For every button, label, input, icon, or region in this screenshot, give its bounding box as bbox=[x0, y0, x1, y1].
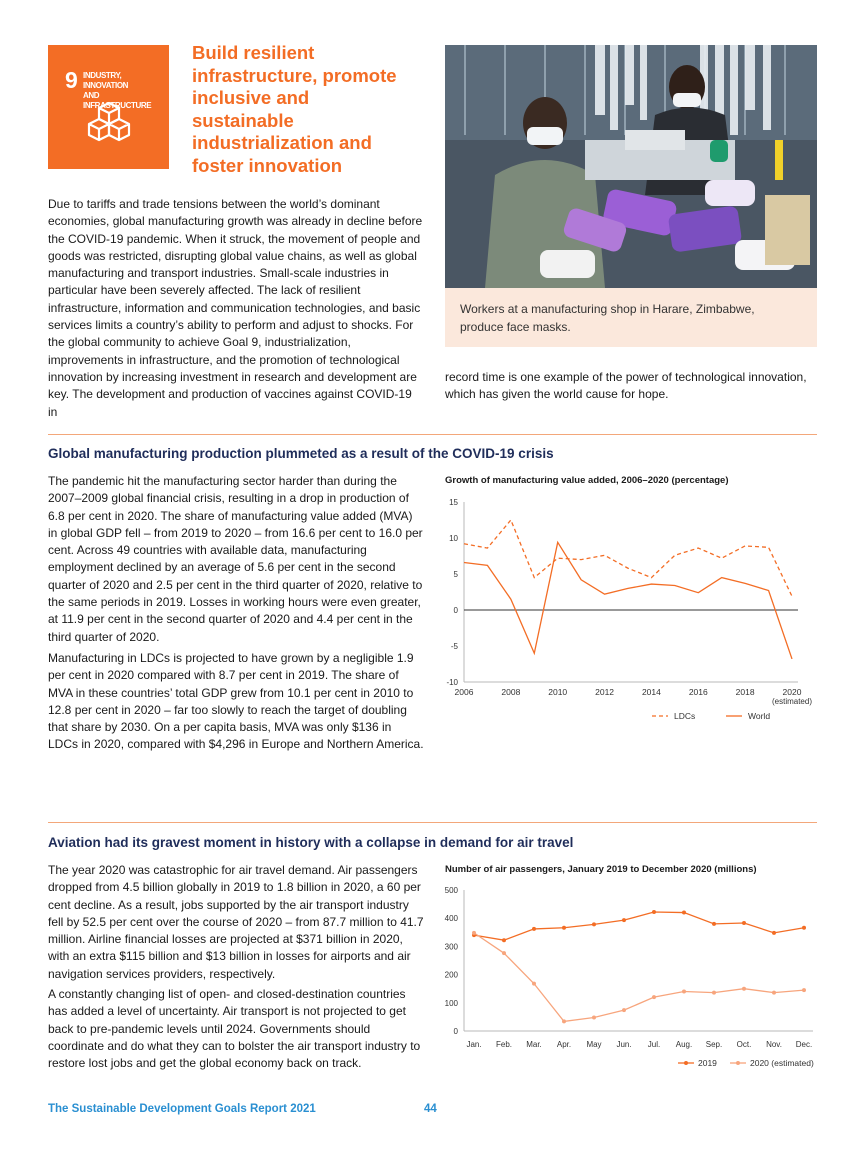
x-tick-label: Sep. bbox=[705, 1040, 723, 1049]
y-tick-label: 300 bbox=[444, 942, 458, 952]
y-tick-label: 5 bbox=[453, 570, 458, 579]
data-point bbox=[502, 951, 506, 955]
page-number: 44 bbox=[424, 1103, 437, 1115]
data-point bbox=[742, 921, 746, 925]
x-tick-label: 2006 bbox=[454, 687, 474, 697]
data-point bbox=[622, 918, 626, 922]
series-line-2020 bbox=[474, 933, 804, 1022]
y-tick-label: -10 bbox=[446, 678, 458, 687]
goal-number: 9 bbox=[65, 67, 78, 93]
x-tick-label: May bbox=[586, 1040, 602, 1049]
data-point bbox=[772, 931, 776, 935]
data-point bbox=[742, 987, 746, 991]
data-point bbox=[712, 991, 716, 995]
legend-label: World bbox=[748, 711, 771, 721]
manufacturing-paragraph-1: The pandemic hit the manufacturing sector harder than during the 2007–2009 global financial crisis, resulting in a drop in production of 6.8 per cent in 2020. The share of manufacturing value added (MVA) in global GDP fell – from 2019 to 2020 – from 16.6 per cent to 16.0 per cent. Across 49 countries with available data, manufacturing employment declined by an average of 5.6 per cent in the second quarter of 2020 and 2.5 per cent in the third quarter of 2020, relative to the same periods in 2019. Losses in working hours were even greater, at 11.9 per cent in the second quarter of 2020 and 4.4 per cent in the third quarter of 2020. bbox=[48, 474, 423, 644]
y-tick-label: 100 bbox=[444, 998, 458, 1008]
y-tick-label: 500 bbox=[444, 886, 458, 895]
data-point bbox=[532, 927, 536, 931]
intro-text-col1: Due to tariffs and trade tensions between the world’s dominant economies, global manufacturing growth was already in decline before the COVID-19 pandemic. When it struck, the movement of people and goods was restricted, disrupting global value chains, as well as global manufacturing and transport industries. Small-scale industries in particular have been severely affected. The lack of resilient infrastructure, information and communication technologies, and basic services limits a country’s ability to perform and adjust to shocks. For the global community to achieve Goal 9, industrialization, improvements in infrastructure, and the promotion of technological innovation by increasing investment in research and development are key. The development and production of vaccines against COVID-19 in bbox=[48, 197, 423, 419]
x-tick-label: Nov. bbox=[766, 1040, 782, 1049]
chart1-title: Growth of manufacturing value added, 2006–2020 (percentage) bbox=[445, 475, 729, 486]
x-tick-label: Aug. bbox=[675, 1040, 693, 1049]
data-point bbox=[592, 1015, 596, 1019]
goal-label-line2: AND INFRASTRUCTURE bbox=[83, 91, 152, 110]
footer-report-title: The Sustainable Development Goals Report 2021 bbox=[48, 1103, 316, 1115]
y-tick-label: 0 bbox=[453, 606, 458, 615]
intro-text-col2: record time is one example of the power of technological innovation, which has given the world cause for hope. bbox=[445, 370, 807, 402]
series-line-world bbox=[464, 542, 792, 659]
x-tick-label: Jan. bbox=[466, 1040, 482, 1049]
x-tick-label: Feb. bbox=[495, 1040, 513, 1049]
section-divider bbox=[48, 822, 817, 823]
data-point bbox=[472, 931, 476, 935]
sdg-goal-9-icon bbox=[48, 45, 169, 169]
legend-label: 2020 (estimated) bbox=[750, 1058, 814, 1068]
data-point bbox=[772, 991, 776, 995]
x-tick-label: Oct. bbox=[736, 1040, 752, 1049]
data-point bbox=[562, 1019, 566, 1023]
y-tick-label: 0 bbox=[453, 1027, 458, 1036]
y-tick-label: 15 bbox=[449, 498, 458, 507]
data-point bbox=[682, 911, 686, 915]
aviation-paragraph-1: The year 2020 was catastrophic for air travel demand. Air passengers dropped from 4.5 billion globally in 2019 to 1.8 billion in 2020, a 60 per cent decline. As a result, jobs supported by the air transport industry fell by 52.5 per cent over the course of 2020 – from 87.7 million to 41.7 million. Airline financial losses are projected at $371 billion in 2020, with an extra $115 billion and $13 billion in losses for airports and air navigation services providers, respectively. bbox=[48, 863, 424, 981]
x-tick-label: 2016 bbox=[688, 687, 708, 697]
goal-label-line1: INDUSTRY, INNOVATION bbox=[83, 71, 129, 90]
legend-marker bbox=[736, 1061, 740, 1065]
x-tick-label: 2012 bbox=[595, 687, 615, 697]
x-tick-label: 2010 bbox=[548, 687, 568, 697]
y-tick-label: 200 bbox=[444, 970, 458, 980]
data-point bbox=[682, 990, 686, 994]
series-line-2019 bbox=[474, 912, 804, 940]
mva-growth-chart bbox=[430, 490, 820, 730]
data-point bbox=[622, 1008, 626, 1012]
legend-marker bbox=[684, 1061, 688, 1065]
legend-label: LDCs bbox=[674, 711, 696, 721]
data-point bbox=[652, 995, 656, 999]
x-tick-label: Mar. bbox=[526, 1040, 542, 1049]
y-tick-label: 400 bbox=[444, 914, 458, 924]
data-point bbox=[802, 926, 806, 930]
y-tick-label: 10 bbox=[449, 534, 458, 543]
x-tick-label: Dec. bbox=[795, 1040, 813, 1049]
series-line-ldcs bbox=[464, 520, 792, 596]
photo-caption: Workers at a manufacturing shop in Harare, Zimbabwe, produce face masks. bbox=[460, 302, 755, 334]
data-point bbox=[592, 922, 596, 926]
x-tick-label: 2008 bbox=[501, 687, 521, 697]
x-tick-label: Apr. bbox=[556, 1040, 572, 1049]
section-title-aviation: Aviation had its gravest moment in history with a collapse in demand for air travel bbox=[48, 835, 574, 850]
section-title-manufacturing: Global manufacturing production plummeted as a result of the COVID-19 crisis bbox=[48, 446, 554, 461]
data-point bbox=[532, 982, 536, 986]
y-tick-label: -5 bbox=[450, 642, 458, 651]
workshop-photo bbox=[445, 45, 817, 288]
data-point bbox=[652, 910, 656, 914]
goal-title: Build resilient infrastructure, promote inclusive and sustainable industrialization and foster innovation bbox=[192, 42, 397, 176]
data-point bbox=[712, 922, 716, 926]
chart2-title: Number of air passengers, January 2019 to December 2020 (millions) bbox=[445, 864, 757, 875]
x-tick-label: 2020 bbox=[782, 687, 802, 697]
x-tick-label: Jul. bbox=[647, 1040, 661, 1049]
x-tick-label: 2018 bbox=[735, 687, 755, 697]
cubes-icon bbox=[82, 101, 136, 151]
legend-label: 2019 bbox=[698, 1058, 717, 1068]
data-point bbox=[802, 988, 806, 992]
manufacturing-paragraph-2: Manufacturing in LDCs is projected to have grown by a negligible 1.9 per cent in 2020 compared with 8.7 per cent in 2019. The share of MVA in these countries’ total GDP grew from 10.1 per cent in 2010 to 12.8 per cent in 2020 – far too slowly to reach the target of doubling that share by 2030. On a per capita basis, MVA was only $136 in LDCs in 2020, compared with $4,296 in Europe and Northern America. bbox=[48, 651, 424, 752]
x-tick-label: 2014 bbox=[641, 687, 661, 697]
x-tick-label: Jun. bbox=[616, 1040, 632, 1049]
x-tick-note: (estimated) bbox=[771, 697, 813, 706]
air-passengers-chart bbox=[430, 878, 820, 1074]
data-point bbox=[562, 926, 566, 930]
section-divider bbox=[48, 434, 817, 435]
aviation-paragraph-2: A constantly changing list of open- and closed-destination countries has added a level of uncertainty. Air transport is not projected to get back to pre-pandemic levels until 2024. Governments should coordinate and do what they can to bolster the air transport industry to restore lost jobs and get the global economy back on track. bbox=[48, 987, 421, 1071]
data-point bbox=[502, 938, 506, 942]
